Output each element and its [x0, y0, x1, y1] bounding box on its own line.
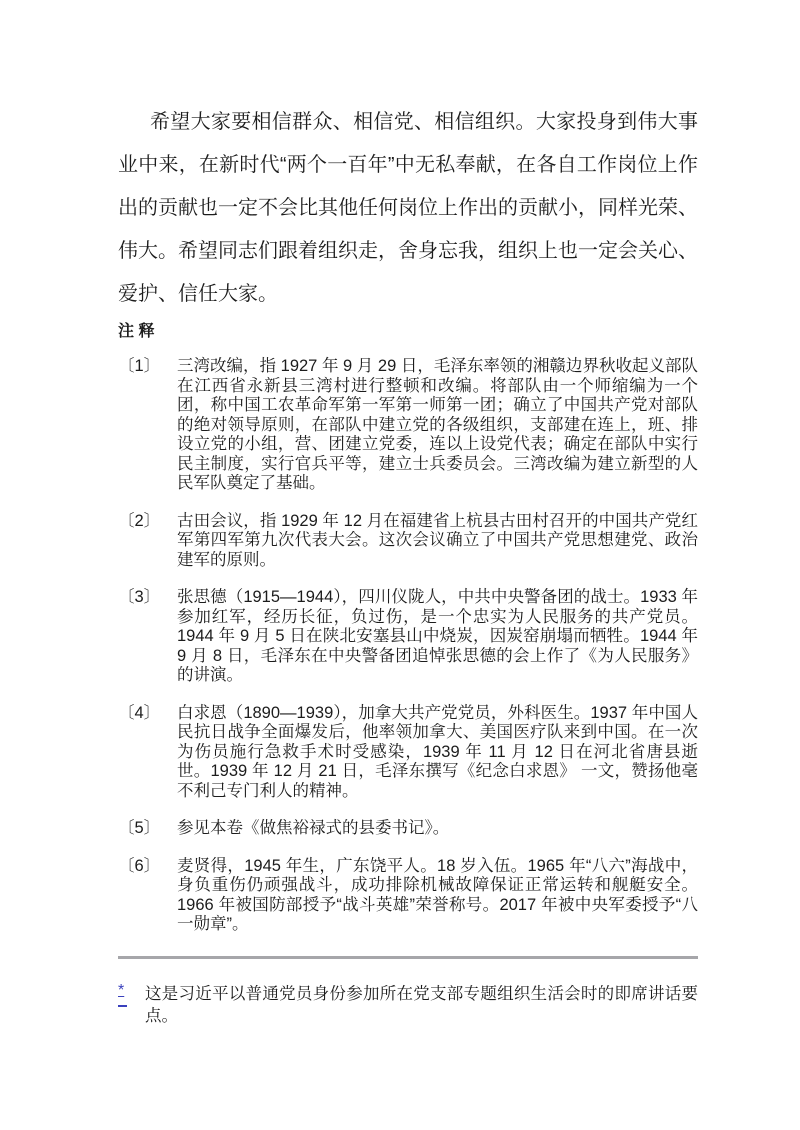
note-label: 〔2〕 [118, 511, 161, 530]
note-label: 〔1〕 [118, 357, 161, 375]
footnote-divider [118, 956, 698, 959]
note-text: 白求恩（1890—1939），加拿大共产党党员，外科医生。1937 年中国人民抗日战争全面爆发后，他率领加拿大、美国医疗队来到中国。在一次为伤员施行急救手术时受感染，1939 年 11 月 12 日在河北省唐县逝世。1939 年 12 月 21 日，毛泽东撰写《纪念白求恩》 一文，赞扬他毫不利己专门利人的精神。 [177, 703, 698, 800]
note-item [118, 357, 698, 494]
body-paragraph: 希望大家要相信群众、相信党、相信组织。大家投身到伟大事业中来，在新时代“两个一百年”中无私奉献，在各自工作岗位上作出的贡献也一定不会比其他任何岗位上作出的贡献小，同样光荣、伟大。希望同志们跟着组织走，舍身忘我，组织上也一定会关心、爱护、信任大家。 [118, 111, 698, 305]
footnote-text: 这是习近平以普通党员身份参加所在党支部专题组织生活会时的即席讲话要点。 [145, 984, 698, 1025]
note-label: 〔3〕 [118, 588, 161, 606]
note-text: 三湾改编，指 1927 年 9 月 29 日，毛泽东率领的湘赣边界秋收起义部队在江西省永新县三湾村进行整顿和改编。将部队由一个师缩编为一个团，称中国工农革命军第一军第一师第一团；确立了中国共产党对部队的绝对领导原则，在部队中建立党的各级组织，支部建在连上，班、排设立党的小组，营、团建立党委，连以上设党代表；确定在部队中实行民主制度，实行官兵平等，建立士兵委员会。三湾改编为建立新型的人民军队奠定了基础。 [177, 357, 698, 492]
page-content [118, 0, 698, 1027]
footnote [118, 983, 698, 1027]
note-text: 麦贤得，1945 年生，广东饶平人。18 岁入伍。1965 年“八六”海战中，身负重伤仍顽强战斗，成功排除机械故障保证正常运转和舰艇安全。1966 年被国防部授予“战斗英雄”荣誉称号。2017 年被中央军委授予“八一勋章”。 [177, 856, 698, 933]
note-item [118, 704, 698, 802]
note-text: 古田会议，指 1929 年 12 月在福建省上杭县古田村召开的中国共产党红军第四军第九次代表大会。这次会议确立了中国共产党思想建党、政治建军的原则。 [177, 511, 698, 569]
footnote-marker-link[interactable]: * [118, 981, 125, 999]
note-label: 〔5〕 [118, 819, 161, 837]
note-label: 〔6〕 [118, 856, 161, 875]
note-item [118, 857, 698, 935]
note-item [118, 588, 698, 686]
note-label: 〔4〕 [118, 703, 161, 722]
footnote-marker-column [118, 983, 145, 1027]
footnote-marker-underline [118, 1005, 127, 1007]
notes-header: 注 释 [118, 323, 155, 340]
note-text: 参见本卷《做焦裕禄式的县委书记》。 [177, 819, 450, 837]
note-item [118, 512, 698, 571]
note-item [118, 819, 698, 839]
note-text: 张思德（1915—1944），四川仪陇人，中共中央警备团的战士。1933 年参加红军，经历长征，负过伤，是一个忠实为人民服务的共产党员。1944 年 9 月 5 日在陕北安塞县山中烧炭，因炭窑崩塌而牺牲。1944 年 9 月 8 日，毛泽东在中央警备团追悼张思德的会上作了《为人民服务》的讲演。 [177, 588, 698, 684]
notes-list [118, 357, 698, 935]
